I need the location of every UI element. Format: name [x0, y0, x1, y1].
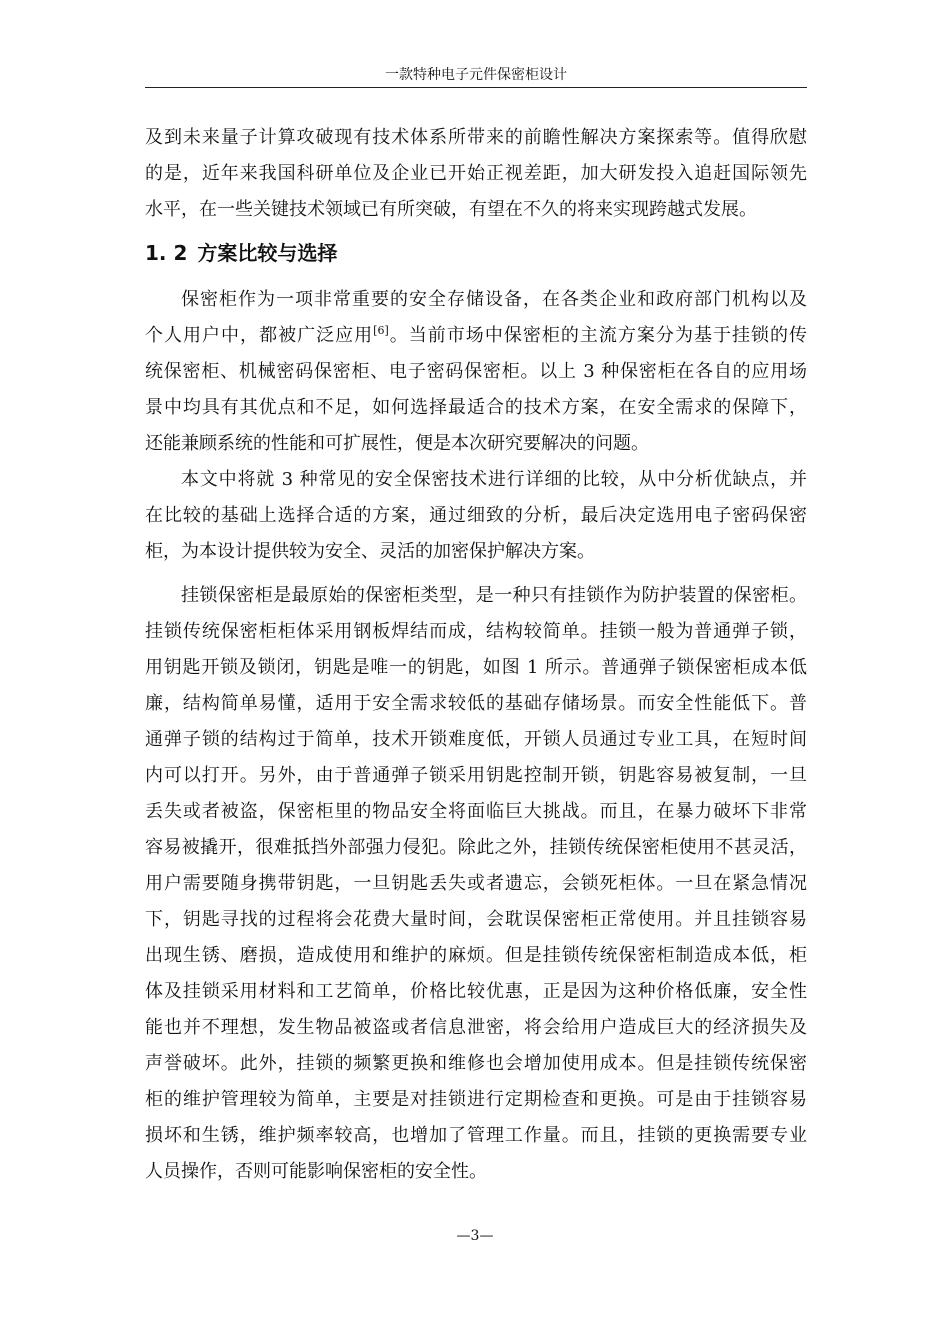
text-line: 柜的维护管理较为简单，主要是对挂锁进行定期检查和更换。可是由于挂锁容易	[145, 1089, 807, 1110]
text-line: 用户需要随身携带钥匙，一旦钥匙丢失或者遗忘，会锁死柜体。一旦在紧急情况	[145, 873, 807, 894]
text-line: 用钥匙开锁及锁闭，钥匙是唯一的钥匙，如图 1 所示。普通弹子锁保密柜成本低	[145, 657, 807, 678]
paragraph-3	[145, 578, 807, 1190]
section-heading	[145, 235, 337, 271]
text-line: 统保密柜、机械密码保密柜、电子密码保密柜。以上 3 种保密柜在各自的应用场	[145, 361, 807, 382]
paragraph-1	[145, 282, 807, 462]
text-line: 损坏和生锈，维护频率较高，也增加了管理工作量。而且，挂锁的更换需要专业	[145, 1125, 807, 1146]
text-line: 挂锁传统保密柜柜体采用钢板焊结而成，结构较简单。挂锁一般为普通弹子锁，	[145, 621, 807, 642]
text-line: 体及挂锁采用材料和工艺简单，价格比较优惠，正是因为这种价格低廉，安全性	[145, 981, 807, 1002]
text-line: 挂锁保密柜是最原始的保密柜类型，是一种只有挂锁作为防护装置的保密柜。	[181, 585, 807, 606]
text-line: 还能兼顾系统的性能和可扩展性，便是本次研究要解决的问题。	[145, 433, 649, 454]
text-line: 人员操作，否则可能影响保密柜的安全性。	[145, 1161, 487, 1182]
text-line: 柜，为本设计提供较为安全、灵活的加密保护解决方案。	[145, 541, 595, 562]
intro-paragraph	[145, 120, 807, 228]
text-line: 声誉破坏。此外，挂锁的频繁更换和维修也会增加使用成本。但是挂锁传统保密	[145, 1053, 807, 1074]
text-line: 容易被撬开，很难抵挡外部强力侵犯。除此之外，挂锁传统保密柜使用不甚灵活，	[145, 837, 807, 858]
text-line: 出现生锈、磨损，造成使用和维护的麻烦。但是挂锁传统保密柜制造成本低，柜	[145, 945, 807, 966]
paragraph-2	[145, 462, 807, 570]
text-line: 通弹子锁的结构过于简单，技术开锁难度低，开锁人员通过专业工具，在短时间	[145, 729, 807, 750]
section-title: 方案比较与选择	[197, 241, 338, 265]
text-line: 景中均具有其优点和不足，如何选择最适合的技术方案，在安全需求的保障下，	[145, 397, 807, 418]
text-line: 本文中将就 3 种常见的安全保密技术进行详细的比较，从中分析优缺点，并	[181, 469, 807, 490]
text-line: 的是，近年来我国科研单位及企业已开始正视差距，加大研发投入追赶国际领先	[145, 163, 807, 184]
section-number: 1. 2	[145, 241, 188, 265]
text-line: 廉，结构简单易懂，适用于安全需求较低的基础存储场景。而安全性能低下。普	[145, 693, 807, 714]
text-line: 及到未来量子计算攻破现有技术体系所带来的前瞻性解决方案探索等。值得欣慰	[145, 127, 807, 148]
citation-ref: [6]	[373, 324, 389, 337]
text-segment: 。当前市场中保密柜的主流方案分为基于挂锁的传	[388, 325, 808, 346]
text-segment: 个人用户中，都被广泛应用	[145, 325, 374, 346]
header-rule	[145, 87, 807, 88]
text-line: 在比较的基础上选择合适的方案，通过细致的分析，最后决定选用电子密码保密	[145, 505, 807, 526]
page-number: —3—	[456, 1228, 494, 1244]
text-line: 保密柜作为一项非常重要的安全存储设备，在各类企业和政府部门机构以及	[181, 289, 807, 310]
text-line: 水平，在一些关键技术领域已有所突破，有望在不久的将来实现跨越式发展。	[145, 199, 757, 220]
text-line: 丢失或者被盗，保密柜里的物品安全将面临巨大挑战。而且，在暴力破坏下非常	[145, 801, 807, 822]
running-header: 一款特种电子元件保密柜设计	[385, 67, 567, 83]
text-line: 内可以打开。另外，由于普通弹子锁采用钥匙控制开锁，钥匙容易被复制，一旦	[145, 765, 807, 786]
text-line	[145, 318, 807, 354]
text-line: 下，钥匙寻找的过程将会花费大量时间，会耽误保密柜正常使用。并且挂锁容易	[145, 909, 807, 930]
text-line: 能也并不理想，发生物品被盗或者信息泄密，将会给用户造成巨大的经济损失及	[145, 1017, 807, 1038]
